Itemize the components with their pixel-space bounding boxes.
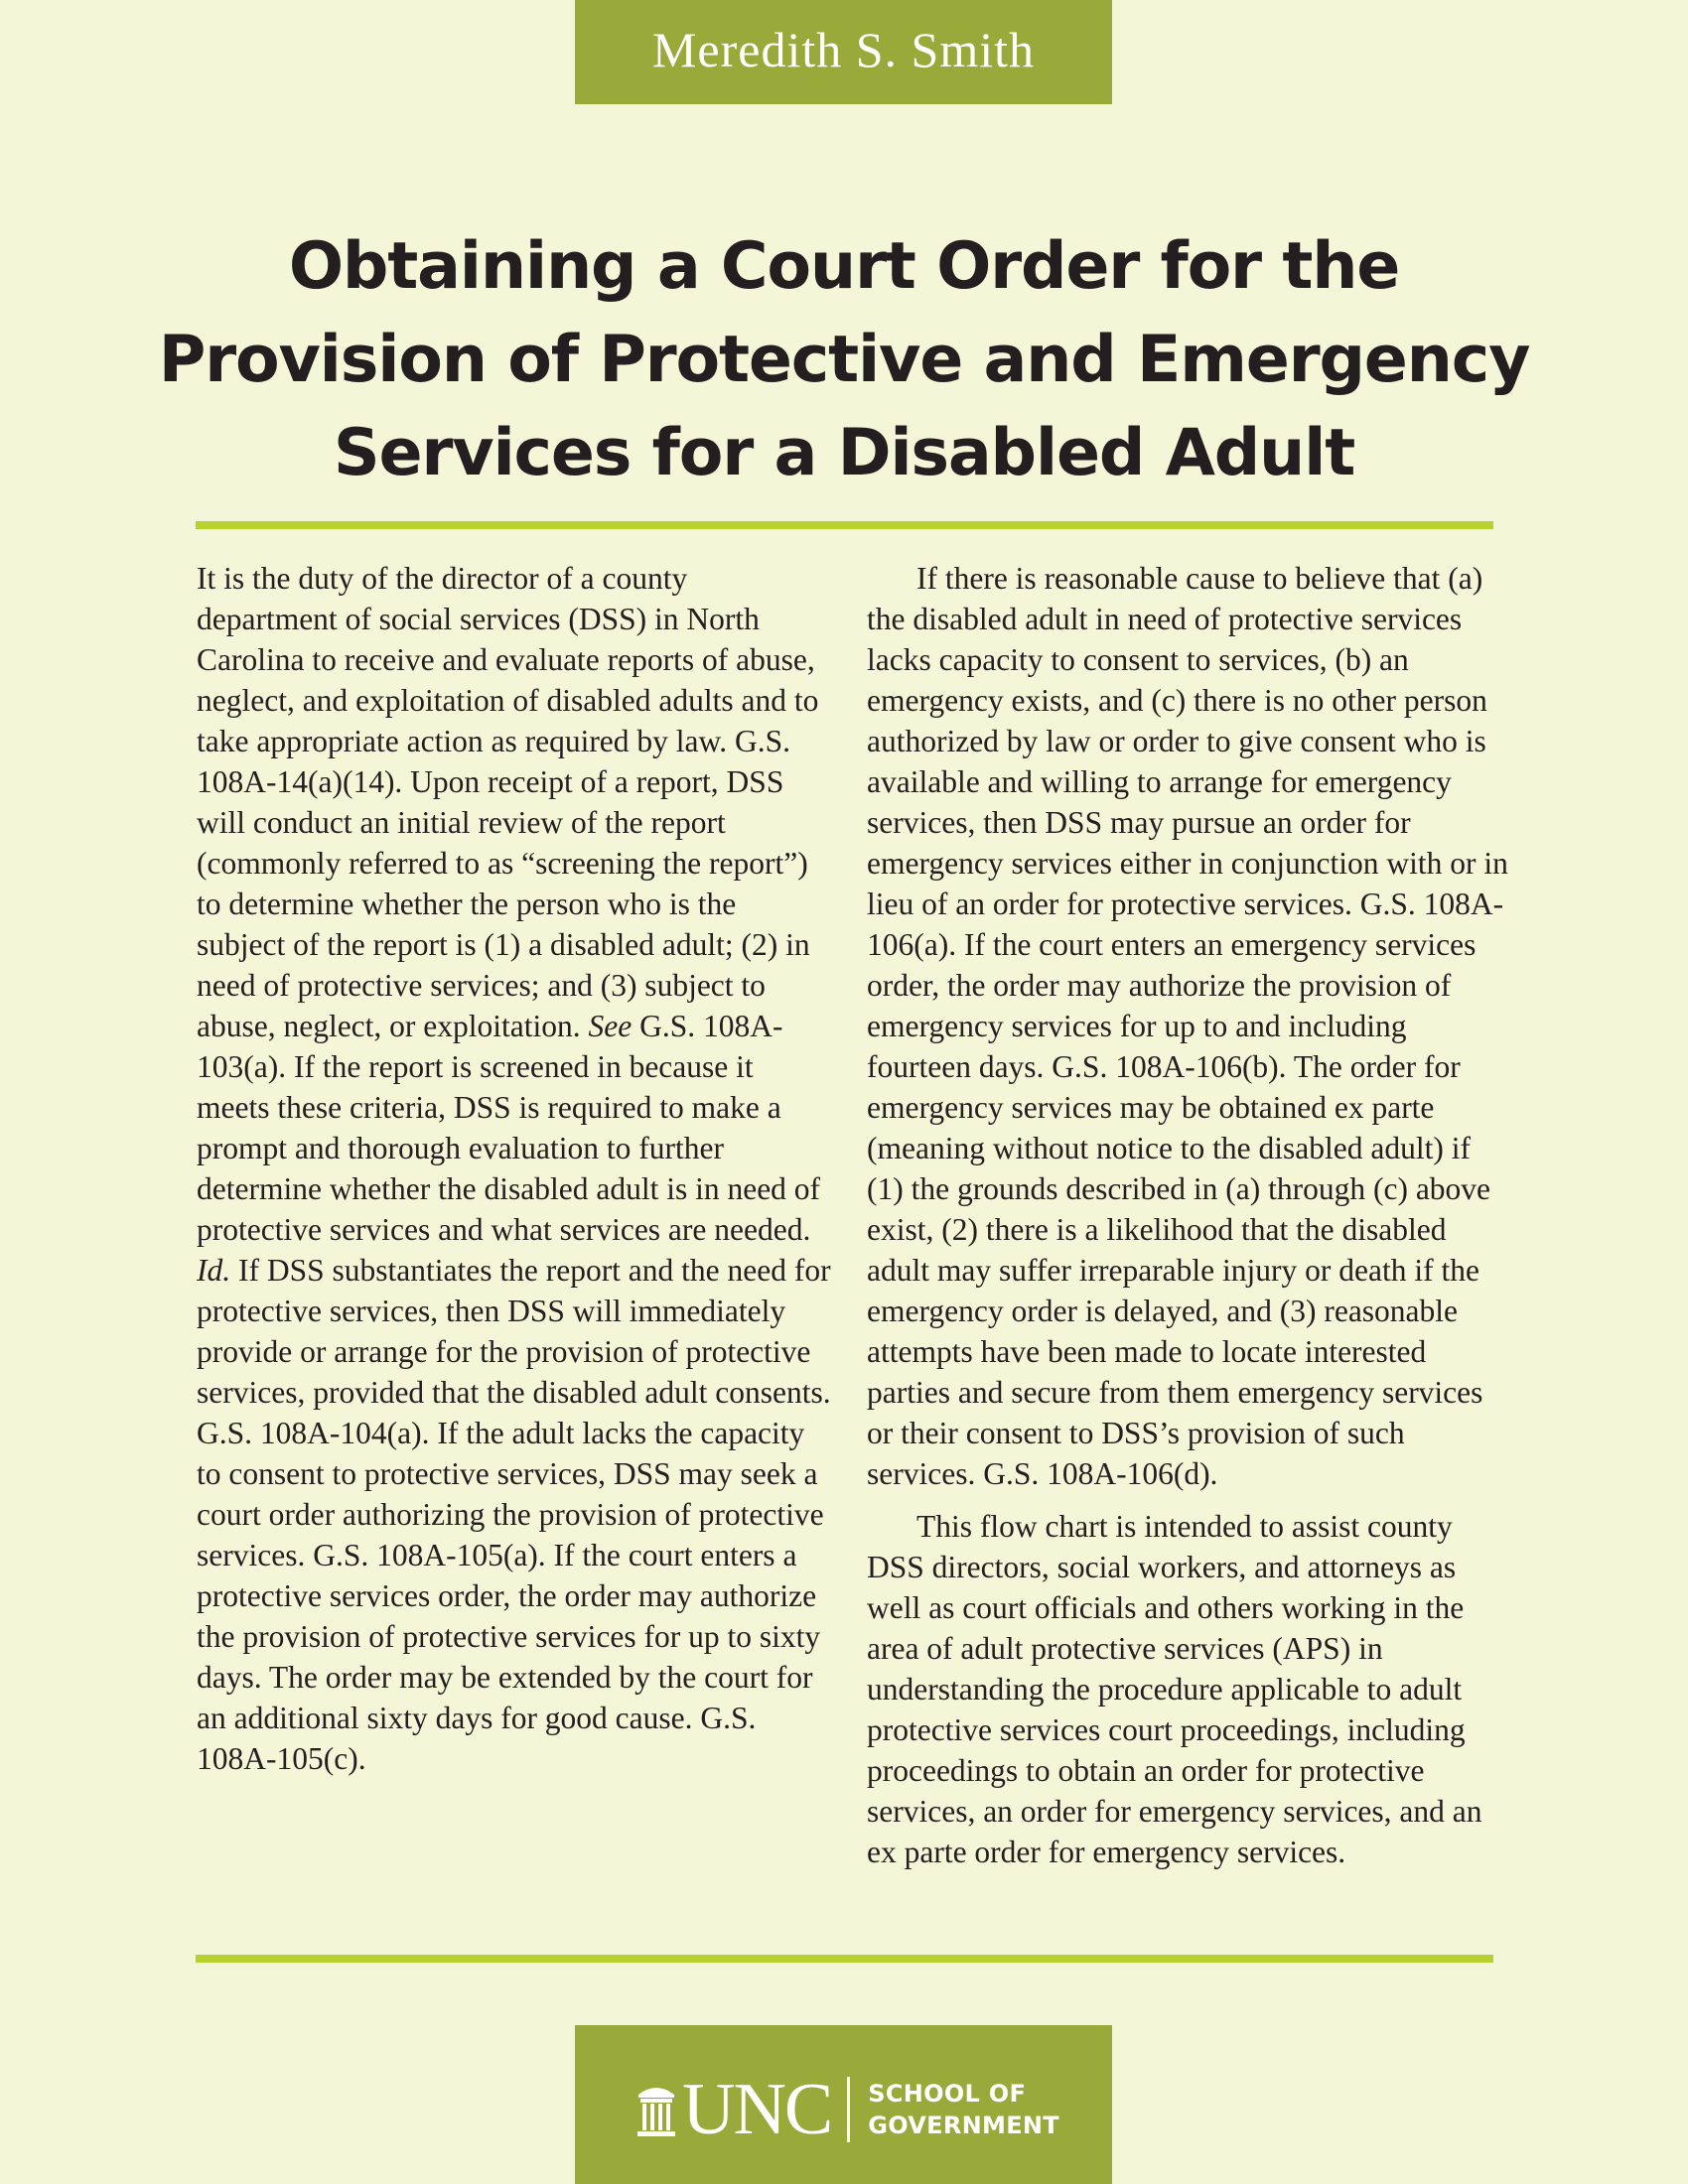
title-line-3: Services for a Disabled Adult (333, 416, 1355, 490)
government-label: GOVERNMENT (868, 2112, 1059, 2139)
intro-text-c: If DSS substantiates the report and the need for protective services, then DSS will immediately provide or arrange for the provision of protective services, provided that the disabled adult consents. G.S. 108A-104(a). If the adult lacks the capacity to consent to protective services, DSS may seek a court order authorizing the provision of protective services. G.S. 108A-105(a). If the court enters a protective services order, the order may authorize the provision of protective services for up to sixty days. The order may be extended by the court for an additional sixty days for good cause. G.S. 108A-105(c). (197, 1253, 831, 1776)
id-citation: Id. (197, 1253, 231, 1288)
school-of-label: SCHOOL OF (868, 2080, 1027, 2108)
title-line-1: Obtaining a Court Order for the (288, 229, 1400, 304)
old-well-icon (634, 2081, 678, 2138)
right-column (867, 558, 1512, 1872)
logo-divider (847, 2077, 850, 2142)
intro-text-a: It is the duty of the director of a county department of social services (DSS) in North Carolina to receive and evaluate reports of abuse, neglect, and exploitation of disabled adults and to take appropriate action as required by law. G.S. 108A-14(a)(14). Upon receipt of a report, DSS will conduct an initial review of the report (commonly referred to as “screening the report”) to determine whether the person who is the subject of the report is (1) a disabled adult; (2) in need of protective services; and (3) subject to abuse, neglect, or exploitation. (197, 561, 819, 1043)
bottom-divider (196, 1955, 1493, 1963)
flow-chart-purpose-paragraph: This flow chart is intended to assist county DSS directors, social workers, and attorneys as well as court officials and others working in the area of adult protective services (APS) in understanding the procedure applicable to adult protective services court proceedings, including proceedings to obtain an order for protective services, an order for emergency services, and an ex parte order for emergency services. (867, 1509, 1482, 1869)
intro-paragraph (197, 558, 832, 1779)
school-of-government-wordmark (868, 2078, 1059, 2141)
intro-text-b: G.S. 108A-103(a). If the report is screened in because it meets these criteria, DSS is required to make a prompt and thorough evaluation to further determine whether the disabled adult is in need of protective services and what services are needed. (197, 1009, 821, 1247)
document-title (149, 220, 1539, 500)
title-line-2: Provision of Protective and Emergency (158, 323, 1530, 397)
emergency-services-paragraph: If there is reasonable cause to believe that (a) the disabled adult in need of protective services lacks capacity to consent to services, (b) an emergency exists, and (c) there is no other person authorized by law or order to give consent who is available and willing to arrange for emergency services, then DSS may pursue an order for emergency services either in conjunction with or in lieu of an order for protective services. G.S. 108A-106(a). If the court enters an emergency services order, the order may authorize the provision of emergency services for up to and including fourteen days. G.S. 108A-106(b). The order for emergency services may be obtained ex parte (meaning without notice to the disabled adult) if (1) the grounds described in (a) through (c) above exist, (2) there is a likelihood that the disabled adult may suffer irreparable injury or death if the emergency order is delayed, and (3) reasonable attempts have been made to locate interested parties and secure from them emergency services or their consent to DSS’s provision of such services. G.S. 108A-106(d). (867, 561, 1508, 1491)
top-divider (196, 521, 1493, 529)
left-column (197, 558, 832, 1779)
unc-wordmark: UNC (682, 2069, 832, 2150)
author-banner (575, 0, 1112, 104)
logo-inner (634, 2069, 1059, 2150)
see-citation: See (588, 1009, 633, 1043)
unc-sog-logo (575, 2025, 1112, 2184)
author-name: Meredith S. Smith (651, 21, 1036, 77)
